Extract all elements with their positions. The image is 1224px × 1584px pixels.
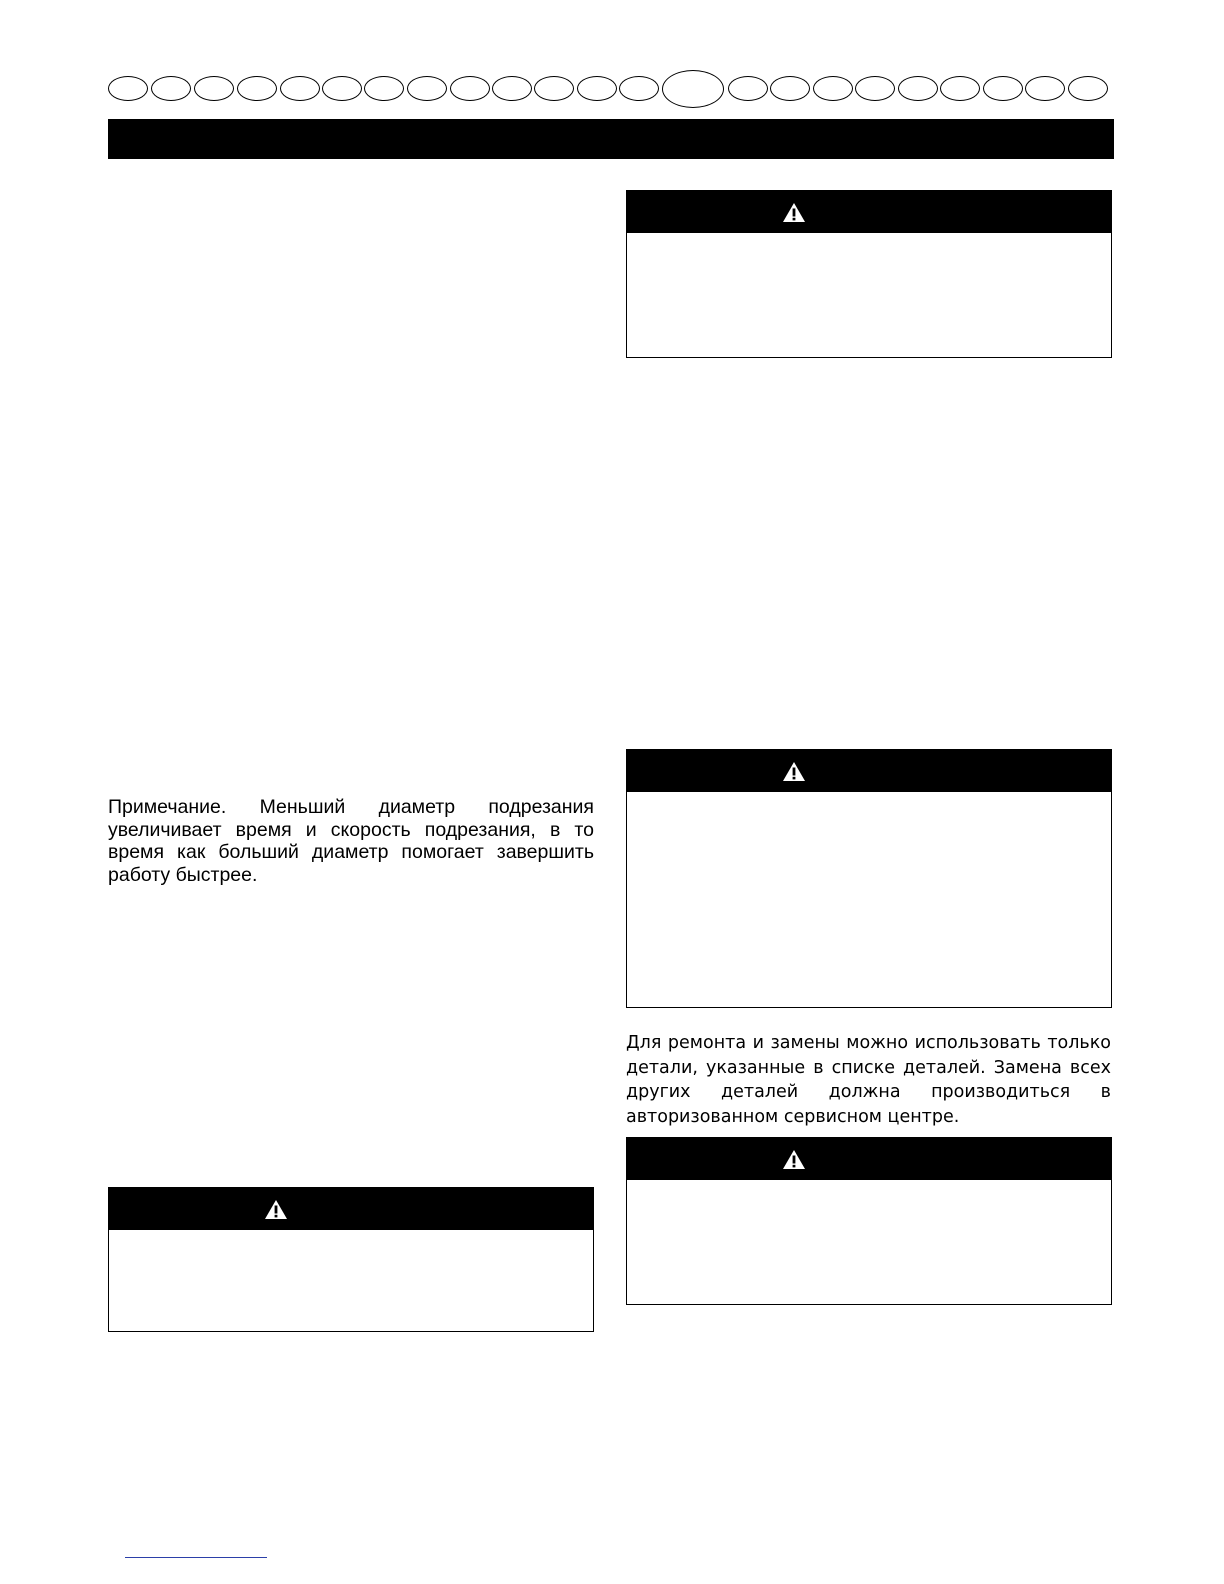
language-tab[interactable] (940, 76, 980, 101)
language-tab[interactable] (194, 76, 234, 101)
language-tab[interactable] (1025, 76, 1065, 101)
warning-header (109, 1188, 593, 1230)
language-tab[interactable] (280, 76, 320, 101)
warning-triangle-icon (782, 1149, 806, 1170)
warning-triangle-icon (264, 1199, 288, 1220)
language-tabs (108, 74, 1114, 108)
language-tab[interactable] (1068, 76, 1108, 101)
language-tab-active[interactable] (662, 70, 724, 108)
warning-header (627, 750, 1111, 792)
language-tab[interactable] (492, 76, 532, 101)
language-tab[interactable] (898, 76, 938, 101)
section-header-bar (108, 119, 1114, 159)
warning-box (626, 1137, 1112, 1305)
warning-box (108, 1187, 594, 1332)
trim-diameter-note: Примечание. Меньший диаметр подрезания увеличивает время и скорость подрезания, в то время как больший диаметр помогает завершить работу быстрее. (108, 796, 594, 886)
language-tab[interactable] (450, 76, 490, 101)
language-tab[interactable] (364, 76, 404, 101)
language-tab[interactable] (237, 76, 277, 101)
language-tab[interactable] (983, 76, 1023, 101)
warning-box (626, 190, 1112, 358)
language-tab[interactable] (770, 76, 810, 101)
repair-parts-paragraph: Для ремонта и замены можно использовать только детали, указанные в списке деталей. Замена всех других деталей должна производиться в авторизованном сервисном центре. (626, 1033, 1111, 1127)
language-tab[interactable] (855, 76, 895, 101)
language-tab[interactable] (322, 76, 362, 101)
language-tab[interactable] (534, 76, 574, 101)
warning-triangle-icon (782, 761, 806, 782)
language-tab[interactable] (407, 76, 447, 101)
language-tab[interactable] (577, 76, 617, 101)
language-tab[interactable] (108, 76, 148, 101)
warning-header (627, 191, 1111, 233)
footer-rule (125, 1557, 267, 1558)
warning-box (626, 749, 1112, 1008)
language-tab[interactable] (619, 76, 659, 101)
language-tab[interactable] (151, 76, 191, 101)
language-tab[interactable] (813, 76, 853, 101)
language-tab[interactable] (728, 76, 768, 101)
warning-triangle-icon (782, 202, 806, 223)
warning-header (627, 1138, 1111, 1180)
